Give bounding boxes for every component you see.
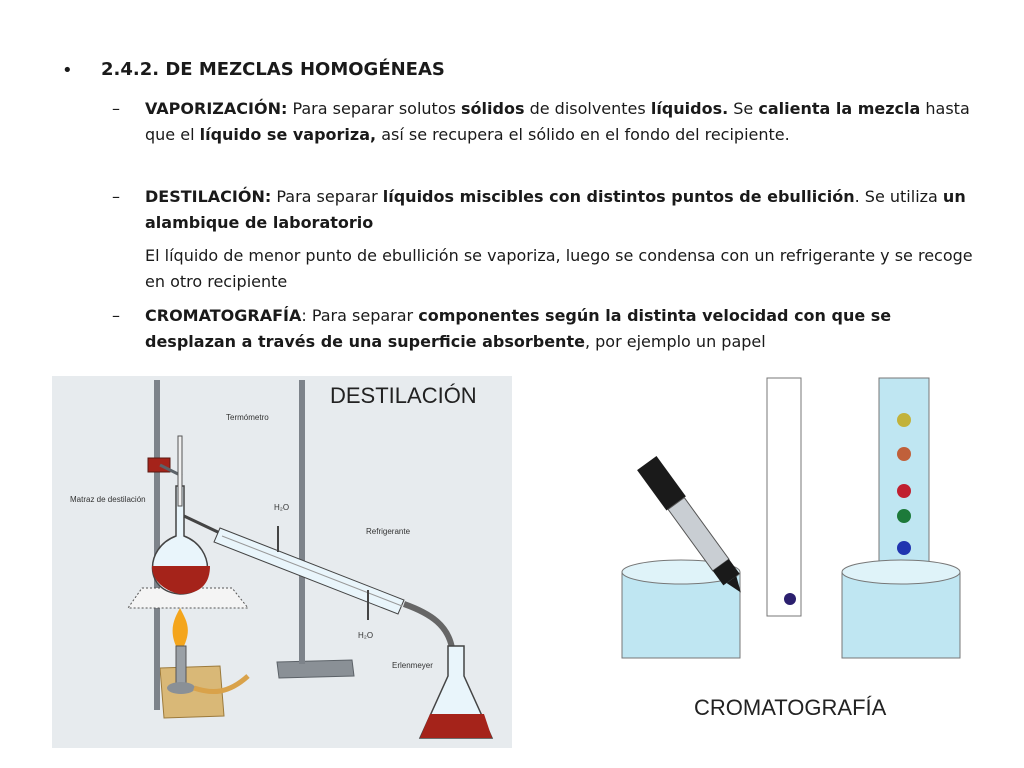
item-destilacion-detail: [112, 243, 982, 295]
label-thermometer: Termómetro: [226, 413, 269, 422]
beaker-right: [842, 572, 960, 658]
dash: –: [112, 187, 120, 206]
text-run: Para separar: [271, 187, 383, 206]
item-text: [145, 303, 982, 355]
text-run: VAPORIZACIÓN:: [145, 99, 288, 118]
text-run: de disolventes: [524, 99, 651, 118]
text-run: líquidos.: [650, 99, 729, 118]
label-condenser: Refrigerante: [366, 527, 411, 536]
spot-green: [897, 509, 911, 523]
paper-strip-before: [767, 378, 801, 616]
text-run: , por ejemplo un papel: [584, 332, 766, 351]
item-destilacion: [112, 184, 982, 236]
bunsen-burner: [176, 646, 186, 686]
label-erlenmeyer: Erlenmeyer: [392, 661, 433, 670]
text-run: CROMATOGRAFÍA: [145, 306, 302, 325]
stand-base-right: [277, 660, 354, 678]
text-run: hasta que el: [145, 99, 970, 144]
stand-rod-right: [299, 380, 305, 664]
caption-destilacion: DESTILACIÓN: [330, 383, 477, 408]
caption-cromatografia: CROMATOGRAFÍA: [694, 695, 887, 720]
label-flask: Matraz de destilación: [70, 495, 146, 504]
text-run: El líquido de menor punto de ebullición se vaporiza, luego se condensa con un refrigerante y se recoge en otro recipiente: [145, 246, 973, 291]
text-run: componentes según la distinta velocidad con que se desplazan a través de una superficie absorbente: [145, 306, 892, 351]
item-text: [145, 184, 982, 236]
chromatography-diagram: [600, 376, 1000, 666]
text-run: líquido se vaporiza,: [199, 125, 377, 144]
text-run: calienta la mezcla: [758, 99, 921, 118]
stand-rod-left: [154, 380, 160, 710]
text-run: un alambique de laboratorio: [145, 187, 966, 232]
heading-bullet: •: [62, 60, 73, 81]
distillation-diagram: [52, 376, 512, 748]
text-run: sólidos: [461, 99, 525, 118]
label-water-out: H₂O: [358, 631, 374, 640]
spot-red: [897, 484, 911, 498]
spot-blue: [897, 541, 911, 555]
text-run: . Se utiliza: [854, 187, 943, 206]
item-text: [145, 243, 982, 295]
dash: –: [112, 306, 120, 325]
label-water-in: H₂O: [274, 503, 290, 512]
text-run: Para separar solutos: [287, 99, 462, 118]
item-text: [145, 96, 982, 148]
sample-spot: [784, 593, 796, 605]
spot-orange: [897, 447, 911, 461]
text-run: líquidos miscibles con distintos puntos de ebullición: [382, 187, 855, 206]
item-cromatografia: [112, 303, 982, 355]
text-run: Se: [728, 99, 759, 118]
text-run: DESTILACIÓN:: [145, 187, 272, 206]
beaker-left: [622, 572, 740, 658]
section-title: 2.4.2. DE MEZCLAS HOMOGÉNEAS: [101, 59, 445, 80]
item-vaporizacion: [112, 96, 982, 148]
text-run: : Para separar: [301, 306, 419, 325]
text-run: así se recupera el sólido en el fondo del recipiente.: [376, 125, 790, 144]
dash: –: [112, 99, 120, 118]
spot-yellow: [897, 413, 911, 427]
thermometer: [178, 436, 182, 506]
